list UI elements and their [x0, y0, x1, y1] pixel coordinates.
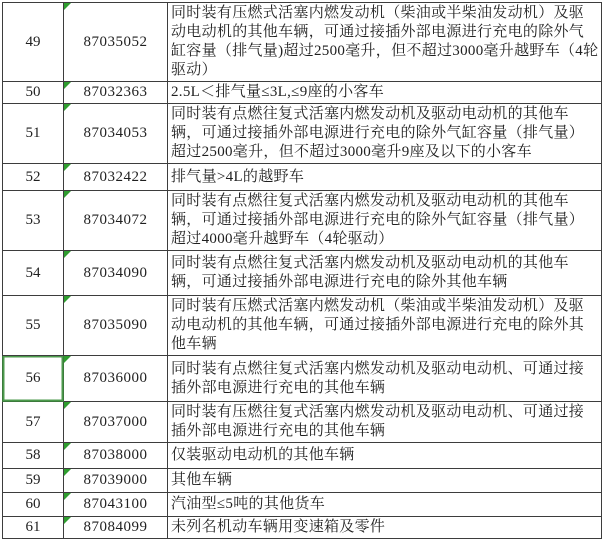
row-number-text: 51 [25, 125, 41, 141]
hs-code-text: 87035090 [83, 317, 148, 333]
description-text: 同时装有点燃往复式活塞内燃发动机及驱动电动机、可通过接插外部电源进行充电的其他车辆 [171, 360, 585, 396]
table-row [3, 443, 602, 469]
table-row [3, 251, 602, 296]
table-row [3, 296, 602, 356]
hs-code-cell[interactable] [64, 443, 168, 469]
error-indicator-triangle-icon [64, 356, 71, 363]
description-text: 同时装有压燃往复式活塞内燃发动机及驱动电动机、可通过接插外部电源进行充电的其他车辆 [171, 404, 585, 439]
description-text: 同时装有点燃往复式活塞内燃发动机及驱动电动机的其他车辆，可通过接插外部电源进行充电的除外其他车辆 [171, 255, 569, 290]
hs-code-cell[interactable] [64, 164, 168, 191]
row-number-text: 50 [25, 84, 41, 100]
description-text: 其他车辆 [171, 472, 233, 488]
row-number-cell[interactable] [3, 469, 64, 493]
error-indicator-triangle-icon [64, 443, 71, 450]
description-cell[interactable] [168, 164, 602, 191]
description-cell[interactable] [168, 469, 602, 493]
error-indicator-triangle-icon [64, 82, 71, 89]
row-number-cell[interactable] [3, 356, 64, 402]
table-row [3, 191, 602, 251]
table-row [3, 402, 602, 443]
description-text: 同时装有压燃式活塞内燃发动机（柴油或半柴油发动机）及驱动电动机的其他车辆，可通过接插外部电源进行充电的除外气缸容量（排气量)超过2500毫升，但不超过3000毫升越野车（4轮驱动） [171, 5, 599, 78]
error-indicator-triangle-icon [64, 104, 71, 111]
hs-code-table [2, 2, 602, 539]
error-indicator-triangle-icon [64, 296, 71, 303]
description-cell[interactable] [168, 517, 602, 539]
hs-code-text: 87035052 [83, 33, 148, 50]
row-number-cell[interactable] [3, 104, 64, 164]
hs-code-cell[interactable] [64, 517, 168, 539]
row-number-text: 59 [25, 472, 41, 488]
hs-code-text: 87036000 [83, 370, 148, 386]
table-row [3, 3, 602, 82]
row-number-text: 53 [25, 212, 41, 228]
hs-code-text: 87039000 [83, 472, 148, 488]
table-row [3, 493, 602, 517]
hs-code-text: 87032363 [83, 84, 148, 100]
hs-code-cell[interactable] [64, 296, 168, 356]
table-row [3, 517, 602, 539]
error-indicator-triangle-icon [64, 251, 71, 258]
row-number-cell[interactable] [3, 82, 64, 104]
error-indicator-triangle-icon [64, 164, 71, 171]
hs-code-text: 87032422 [83, 168, 148, 185]
row-number-cell[interactable] [3, 251, 64, 296]
table-row [3, 82, 602, 104]
table-row [3, 469, 602, 493]
row-number-cell[interactable] [3, 443, 64, 469]
error-indicator-triangle-icon [64, 3, 71, 10]
description-text: 排气量>4L的越野车 [171, 168, 305, 185]
hs-code-text: 87037000 [83, 413, 148, 430]
description-text: 同时装有压燃式活塞内燃发动机（柴油或半柴油发动机）及驱动电动机的其他车辆，可通过接插外部电源进行充电的除外其他车辆 [171, 298, 585, 352]
description-cell[interactable] [168, 296, 602, 356]
row-number-text: 60 [25, 496, 41, 512]
description-cell[interactable] [168, 3, 602, 82]
hs-code-text: 87084099 [83, 519, 148, 535]
row-number-text: 49 [25, 33, 41, 50]
error-indicator-triangle-icon [64, 493, 71, 500]
description-cell[interactable] [168, 356, 602, 402]
row-number-cell[interactable] [3, 402, 64, 443]
description-text: 同时装有点燃往复式活塞内燃发动机及驱动电动机的其他车辆，可通过接插外部电源进行充电的除外气缸容量（排气量）超过2500毫升，但不超过3000毫升9座及以下的小客车 [171, 106, 585, 160]
row-number-cell[interactable] [3, 3, 64, 82]
error-indicator-triangle-icon [64, 469, 71, 476]
hs-code-cell[interactable] [64, 251, 168, 296]
spreadsheet-view [0, 2, 600, 535]
table-body [3, 3, 602, 539]
error-indicator-triangle-icon [64, 517, 71, 524]
table-row [3, 104, 602, 164]
table-row [3, 164, 602, 191]
description-cell[interactable] [168, 493, 602, 517]
row-number-text: 57 [25, 413, 41, 430]
hs-code-cell[interactable] [64, 3, 168, 82]
hs-code-cell[interactable] [64, 402, 168, 443]
row-number-text: 54 [25, 264, 41, 281]
row-number-cell[interactable] [3, 191, 64, 251]
description-cell[interactable] [168, 402, 602, 443]
description-text: 2.5L＜排气量≤3L,≤9座的小客车 [171, 84, 384, 100]
hs-code-text: 87034090 [83, 264, 148, 281]
hs-code-text: 87034072 [83, 212, 148, 228]
hs-code-text: 87043100 [83, 496, 148, 512]
row-number-text: 58 [25, 447, 41, 463]
hs-code-cell[interactable] [64, 104, 168, 164]
hs-code-cell[interactable] [64, 356, 168, 402]
row-number-text: 52 [25, 168, 41, 185]
row-number-text: 55 [25, 317, 41, 333]
description-cell[interactable] [168, 443, 602, 469]
hs-code-text: 87034053 [83, 125, 148, 141]
hs-code-cell[interactable] [64, 493, 168, 517]
hs-code-text: 87038000 [83, 447, 148, 463]
row-number-cell[interactable] [3, 164, 64, 191]
row-number-text: 56 [25, 370, 41, 386]
error-indicator-triangle-icon [64, 191, 71, 198]
row-number-cell[interactable] [3, 517, 64, 539]
description-cell[interactable] [168, 82, 602, 104]
description-cell[interactable] [168, 104, 602, 164]
hs-code-cell[interactable] [64, 82, 168, 104]
description-cell[interactable] [168, 191, 602, 251]
hs-code-cell[interactable] [64, 191, 168, 251]
description-cell[interactable] [168, 251, 602, 296]
error-indicator-triangle-icon [64, 402, 71, 409]
description-text: 汽油型≤5吨的其他货车 [171, 496, 326, 512]
hs-code-cell[interactable] [64, 469, 168, 493]
description-text: 未列名机动车辆用变速箱及零件 [171, 519, 386, 535]
description-text: 仅装驱动电动机的其他车辆 [171, 447, 355, 463]
row-number-text: 61 [25, 519, 41, 535]
table-row [3, 356, 602, 402]
row-number-cell[interactable] [3, 296, 64, 356]
row-number-cell[interactable] [3, 493, 64, 517]
description-text: 同时装有点燃往复式活塞内燃发动机及驱动电动机的其他车辆，可通过接插外部电源进行充电的除外气缸容量（排气量）超过4000毫升越野车（4轮驱动） [171, 193, 585, 247]
